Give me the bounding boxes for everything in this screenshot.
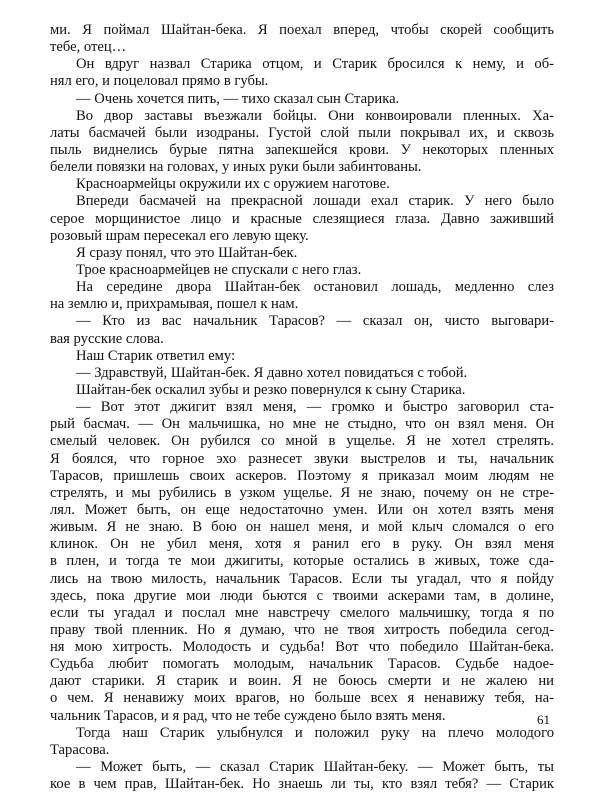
text-line: Я боялся, что горное эхо разнесет звуки выстрелов и ты, начальник — [50, 450, 554, 467]
text-line: живым. Я не знаю. В бою он нашел меня, и мой клыч сломался о его — [50, 519, 554, 536]
text-line: — Кто из вас начальник Тарасов? — сказал он, чисто выговари- — [76, 313, 554, 330]
text-line: Шайтан-бек оскалил зубы и резко повернулся к сыну Старика. — [76, 381, 466, 398]
text-line: кое в чем прав, Шайтан-бек. Но знаешь ли ты, кто взял тебя? — Старик — [50, 776, 554, 793]
text-line: — Вот этот джигит взял меня, — громко и быстро заговорил ста- — [76, 399, 554, 416]
text-line: — Может быть, — сказал Старик Шайтан-беку. — Может быть, ты — [76, 759, 554, 776]
text-line: вая русские слова. — [50, 330, 164, 347]
text-line: лял. Может быть, он еще недостаточно умен. Или он хотел взять меня — [50, 501, 554, 518]
text-line: чальник Тарасов, и я рад, что не тебе суждено было взять меня. — [50, 707, 446, 724]
text-line: Тарасов, пришлешь своих аскеров. Поэтому я приказал моим людям не — [50, 467, 554, 484]
text-line: на землю и, прихрамывая, пошел к нам. — [50, 296, 299, 313]
text-line: о чем. Я ненавижу моих врагов, но больше всех я ненавижу тебя, на- — [50, 690, 554, 707]
page-number: 61 — [537, 712, 550, 727]
text-line: Я сразу понял, что это Шайтан-бек. — [76, 244, 298, 261]
text-line: Тогда наш Старик улыбнулся и положил руку на плечо молодого — [76, 724, 554, 741]
text-line: в плен, и тогда те мои джигиты, которые остались в живых, тоже сда- — [50, 553, 554, 570]
text-line: На середине двора Шайтан-бек остановил лошадь, медленно слез — [76, 279, 554, 296]
text-line: тебе, отец… — [50, 39, 127, 56]
text-line: ня мою хитрость. Молодость и судьба! Вот что победило Шайтан-бека. — [50, 639, 554, 656]
text-line: клинок. Он не убил меня, хотя я ранил его в руку. Он взял меня — [50, 536, 554, 553]
text-line: — Очень хочется пить, — тихо сказал сын Старика. — [76, 90, 400, 107]
text-line: латы басмачей были изодраны. Густой слой пыли покрывал их, и сквозь — [50, 124, 554, 141]
text-line: дают старики. Я старик и воин. Я не боюсь смерти и не жалею ни — [50, 673, 554, 690]
text-line: белели повязки на головах, у иных руки были забинтованы. — [50, 159, 422, 176]
text-line: Трое красноармейцев не спускали с него глаз. — [76, 261, 362, 278]
text-line: серое морщинистое лицо и красные слезящиеся глаза. Давно заживший — [50, 210, 554, 227]
text-line: Красноармейцы окружили их с оружием наготове. — [76, 176, 390, 193]
text-line: Наш Старик ответил ему: — [76, 347, 236, 364]
text-line: пыль виднелись бурые пятна запекшейся крови. У некоторых пленных — [50, 141, 554, 158]
text-line: лись на твою милость, начальник Тарасов. Если ты угадал, что я пойду — [50, 570, 554, 587]
text-line: смелый человек. Он рубился со мной в ущелье. Я не хотел стрелять. — [50, 433, 554, 450]
text-line: нял его, и поцеловал прямо в губы. — [50, 73, 269, 90]
text-line: Он вдруг назвал Старика отцом, и Старик бросился к нему, и об- — [76, 56, 554, 73]
text-line: ми. Я поймал Шайтан-бека. Я поехал вперед, чтобы скорей сообщить — [50, 22, 554, 38]
text-line: рый басмач. — Он мальчишка, но мне не стыдно, что он взял меня. Он — [50, 416, 554, 433]
text-line: розовый шрам пересекал его левую щеку. — [50, 227, 309, 244]
text-line: если ты угадал и послал мне навстречу смелого мальчишку, тогда я по — [50, 604, 554, 621]
text-line: праву твой пленник. Но я думаю, что не твоя хитрость победила сегод- — [50, 621, 554, 638]
text-line: Судьба любит помогать молодым, начальник Тарасов. Судьбе надое- — [50, 656, 554, 673]
text-line: Тарасова. — [50, 741, 110, 758]
text-line: — Здравствуй, Шайтан-бек. Я давно хотел повидаться с тобой. — [76, 364, 468, 381]
text-line: стрелять, и мы рубились в узком ущелье. Я не знаю, почему он не стре- — [50, 484, 554, 501]
text-line: Во двор заставы въезжали бойцы. Они конвоировали пленных. Ха- — [76, 107, 554, 124]
text-line: Впереди басмачей на прекрасной лошади ехал старик. У него было — [76, 193, 554, 210]
body-text — [50, 22, 554, 793]
text-line: здесь, пока другие мои люди бьются с твоими аскерами там, в долине, — [50, 587, 554, 604]
